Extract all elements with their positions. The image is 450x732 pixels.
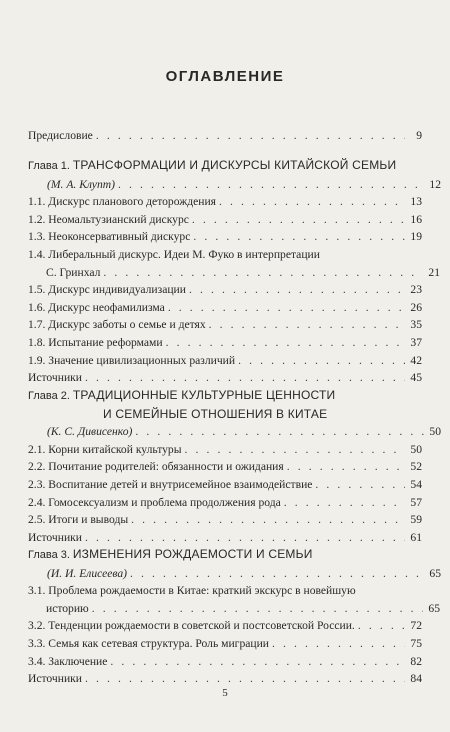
- chapter-title: ТРАДИЦИОННЫЕ КУЛЬТУРНЫЕ ЦЕННОСТИ: [72, 388, 336, 402]
- chapter-label: Глава 1.: [28, 160, 70, 172]
- dot-leader: [358, 617, 405, 635]
- toc-entry-text: 2.1. Корни китайской культуры: [28, 442, 182, 456]
- toc-entry[interactable]: [28, 635, 422, 653]
- toc-entry-page: 45: [410, 371, 422, 385]
- toc-chapter-2: [28, 387, 441, 546]
- toc-entry[interactable]: [28, 441, 422, 459]
- toc-preface: [28, 127, 422, 145]
- toc-entry[interactable]: [28, 670, 422, 688]
- toc-entry[interactable]: [28, 334, 422, 352]
- toc-entry-page: 42: [410, 353, 422, 367]
- toc-entry-text: Предисловие: [28, 129, 93, 142]
- toc-entry-page: 82: [410, 654, 422, 668]
- dot-leader: [284, 494, 405, 512]
- dot-leader: [168, 299, 405, 317]
- toc-entry-page: 52: [410, 460, 422, 474]
- toc-entry-text: Источники: [28, 530, 83, 544]
- dot-leader: [192, 211, 405, 229]
- toc-entry[interactable]: [28, 316, 422, 334]
- chapter-label: Глава 2.: [28, 390, 70, 402]
- toc-entry-page: 65: [429, 566, 441, 580]
- dot-leader: [85, 369, 405, 387]
- dot-leader: [287, 458, 405, 476]
- toc-entry-text: 1.7. Дискурс заботы о семье и детях: [28, 318, 206, 332]
- toc-entry-page: 35: [410, 318, 422, 332]
- dot-leader: [131, 511, 405, 529]
- chapter-heading[interactable]: [28, 387, 422, 406]
- dot-leader: [85, 529, 405, 547]
- dot-leader: [193, 228, 405, 246]
- toc-entry-page: 50: [410, 442, 422, 456]
- toc-entry[interactable]: [28, 211, 422, 229]
- toc-entry[interactable]: [28, 529, 422, 547]
- chapter-author-entry[interactable]: [28, 176, 441, 194]
- toc-entry[interactable]: [28, 511, 422, 529]
- toc-entry-page: 19: [410, 230, 422, 244]
- dot-leader: [103, 264, 423, 282]
- toc-entry[interactable]: [28, 127, 422, 145]
- toc-entry[interactable]: [28, 264, 440, 282]
- toc-entry-line1[interactable]: 1.4. Либеральный дискурс. Идеи М. Фуко в интерпретации: [28, 247, 320, 261]
- page-number: 5: [222, 687, 228, 699]
- toc-entry-text: 1.8. Испытание реформами: [28, 335, 163, 349]
- toc-entry[interactable]: [28, 617, 422, 635]
- chapter-title: ИЗМЕНЕНИЯ РОЖДАЕМОСТИ И СЕМЬИ: [72, 547, 313, 561]
- toc-entry-text: 3.3. Семья как сетевая структура. Роль миграции: [28, 636, 269, 650]
- toc-entry-page: 16: [410, 212, 422, 226]
- toc-entry-text: 1.3. Неоконсервативный дискурс: [28, 230, 191, 244]
- toc-entry-page: 12: [429, 177, 441, 191]
- toc-entry-text: Источники: [28, 371, 83, 385]
- dot-leader: [189, 281, 405, 299]
- toc-entry-text: С. Гринхал: [46, 265, 101, 279]
- toc-entry[interactable]: [28, 352, 422, 370]
- toc-entry[interactable]: [28, 494, 422, 512]
- dot-leader: [185, 441, 405, 459]
- page-title: ОГЛАВЛЕНИЕ: [165, 68, 285, 85]
- chapter-label: Глава 3.: [28, 549, 70, 561]
- toc-entry-page: 72: [410, 619, 422, 633]
- toc-entry-page: 37: [410, 335, 422, 349]
- dot-leader: [209, 316, 405, 334]
- chapter-author-entry[interactable]: [28, 423, 441, 441]
- toc-entry[interactable]: [28, 193, 422, 211]
- toc-entry-page: 61: [410, 530, 422, 544]
- toc-entry[interactable]: [28, 299, 422, 317]
- dot-leader: [130, 565, 424, 583]
- toc-entry[interactable]: [28, 281, 422, 299]
- dot-leader: [166, 334, 405, 352]
- toc-entry-page: 21: [428, 265, 440, 279]
- toc-entry-page: 65: [428, 601, 440, 615]
- toc-entry-text: 1.9. Значение цивилизационных различий: [28, 353, 236, 367]
- toc-chapter-1: [28, 157, 441, 387]
- toc-entry-text: 3.4. Заключение: [28, 654, 108, 668]
- toc-entry-text: 3.2. Тенденции рождаемости в советской и постсоветской России.: [28, 619, 355, 633]
- toc-entry[interactable]: [28, 476, 422, 494]
- toc-entry[interactable]: [28, 653, 422, 671]
- chapter-author: (И. И. Елисеева): [47, 566, 128, 580]
- toc-entry-text: 2.3. Воспитание детей и внутрисемейное взаимодействие: [28, 477, 313, 491]
- dot-leader: [219, 193, 405, 211]
- chapter-heading[interactable]: [28, 157, 422, 176]
- toc-entry-page: 9: [416, 129, 422, 142]
- toc-entry-text: 2.5. Итоги и выводы: [28, 513, 129, 527]
- dot-leader: [315, 476, 405, 494]
- toc-entry-text: 1.6. Дискурс неофамилизма: [28, 300, 165, 314]
- toc-entry-text: Источники: [28, 672, 83, 686]
- dot-leader: [272, 635, 405, 653]
- toc-entry[interactable]: [28, 228, 422, 246]
- toc-entry[interactable]: [28, 600, 440, 618]
- chapter-title-line2: И СЕМЕЙНЫЕ ОТНОШЕНИЯ В КИТАЕ: [103, 406, 328, 421]
- dot-leader: [118, 176, 424, 194]
- dot-leader: [238, 352, 405, 370]
- dot-leader: [110, 653, 405, 671]
- toc-chapter-3: [28, 546, 441, 688]
- dot-leader: [85, 670, 405, 688]
- toc-entry-page: 75: [410, 636, 422, 650]
- chapter-author-entry[interactable]: [28, 565, 441, 583]
- dot-leader: [135, 423, 424, 441]
- chapter-heading[interactable]: [28, 546, 422, 565]
- toc-entry[interactable]: [28, 369, 422, 387]
- toc-entry-page: 26: [410, 300, 422, 314]
- toc-entry-text: 1.1. Дискурс планового деторождения: [28, 195, 217, 209]
- chapter-title: ТРАНСФОРМАЦИИ И ДИСКУРСЫ КИТАЙСКОЙ СЕМЬИ: [72, 158, 397, 172]
- toc-entry-line1[interactable]: 3.1. Проблема рождаемости в Китае: краткий экскурс в новейшую: [28, 584, 356, 598]
- toc-entry-page: 59: [410, 513, 422, 527]
- toc-entry-page: 13: [410, 195, 422, 209]
- toc-entry-page: 50: [429, 425, 441, 439]
- dot-leader: [92, 600, 423, 618]
- toc-entry-text: 2.4. Гомосексуализм и проблема продолжения рода: [28, 495, 281, 509]
- toc-entry[interactable]: [28, 458, 422, 476]
- toc-entry-text: 1.5. Дискурс индивидуализации: [28, 283, 186, 297]
- toc-entry-page: 57: [410, 495, 422, 509]
- toc-entry-page: 23: [410, 283, 422, 297]
- dot-leader: [96, 127, 405, 145]
- toc-entry-text: 2.2. Почитание родителей: обязанности и ожидания: [28, 460, 284, 474]
- toc-entry-text: 1.2. Неомальтузианский дискурс: [28, 212, 189, 226]
- toc-entry-page: 84: [410, 672, 422, 686]
- toc-entry-page: 54: [410, 477, 422, 491]
- chapter-author: (К. С. Дивисенко): [47, 425, 133, 439]
- chapter-author: (М. А. Клупт): [47, 177, 115, 191]
- toc-entry-text: историю: [46, 601, 89, 615]
